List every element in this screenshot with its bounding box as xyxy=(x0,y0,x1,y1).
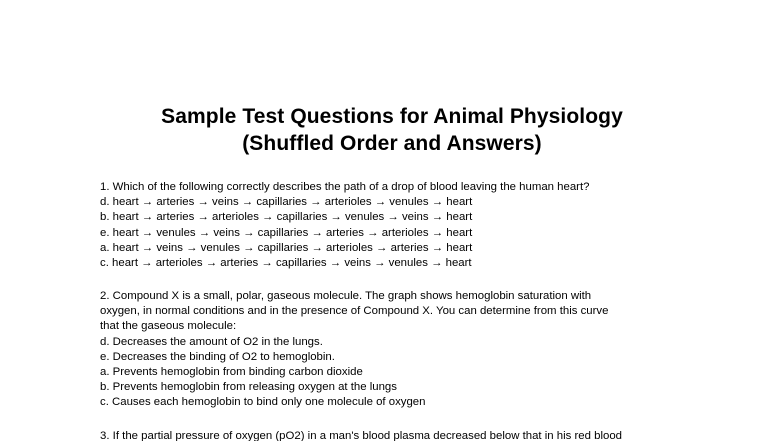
question-2-option-a: a. Prevents hemoglobin from binding carbon dioxide xyxy=(100,365,363,378)
question-1-option-d: d. heart → arteries → veins → capillaries → arterioles → venules → heart xyxy=(100,196,473,209)
question-1-option-b: b. heart → arteries → arterioles → capillaries → venules → veins → heart xyxy=(100,211,473,224)
question-2-stem-line-3: that the gaseous molecule: xyxy=(100,320,237,333)
document-title-line-1: Sample Test Questions for Animal Physiology xyxy=(161,105,623,128)
document-title-line-2: (Shuffled Order and Answers) xyxy=(242,132,542,155)
question-1-option-e: e. heart → venules → veins → capillaries → arteries → arterioles → heart xyxy=(100,226,473,239)
question-3-stem-line-1: 3. If the partial pressure of oxygen (pO2) in a man's blood plasma decreased below that in his red blood xyxy=(100,430,623,441)
question-3 xyxy=(100,429,720,441)
question-2 xyxy=(100,289,720,411)
question-2-option-d: d. Decreases the amount of O2 in the lungs. xyxy=(100,335,323,348)
question-2-option-c: c. Causes each hemoglobin to bind only one molecule of oxygen xyxy=(100,396,426,409)
question-2-option-b: b. Prevents hemoglobin from releasing oxygen at the lungs xyxy=(100,381,397,394)
question-2-option-e: e. Decreases the binding of O2 to hemoglobin. xyxy=(100,350,335,363)
question-1-option-c: c. heart → arterioles → arteries → capillaries → veins → venules → heart xyxy=(100,256,472,269)
question-1-option-a: a. heart → veins → venules → capillaries → arterioles → arteries → heart xyxy=(100,241,473,254)
question-1 xyxy=(100,180,720,271)
question-2-stem-line-1: 2. Compound X is a small, polar, gaseous molecule. The graph shows hemoglobin saturation with xyxy=(100,290,592,302)
question-2-stem-line-2: oxygen, in normal conditions and in the presence of Compound X. You can determine from this curve xyxy=(100,305,609,318)
question-1-stem: 1. Which of the following correctly describes the path of a drop of blood leaving the human heart? xyxy=(100,181,590,193)
